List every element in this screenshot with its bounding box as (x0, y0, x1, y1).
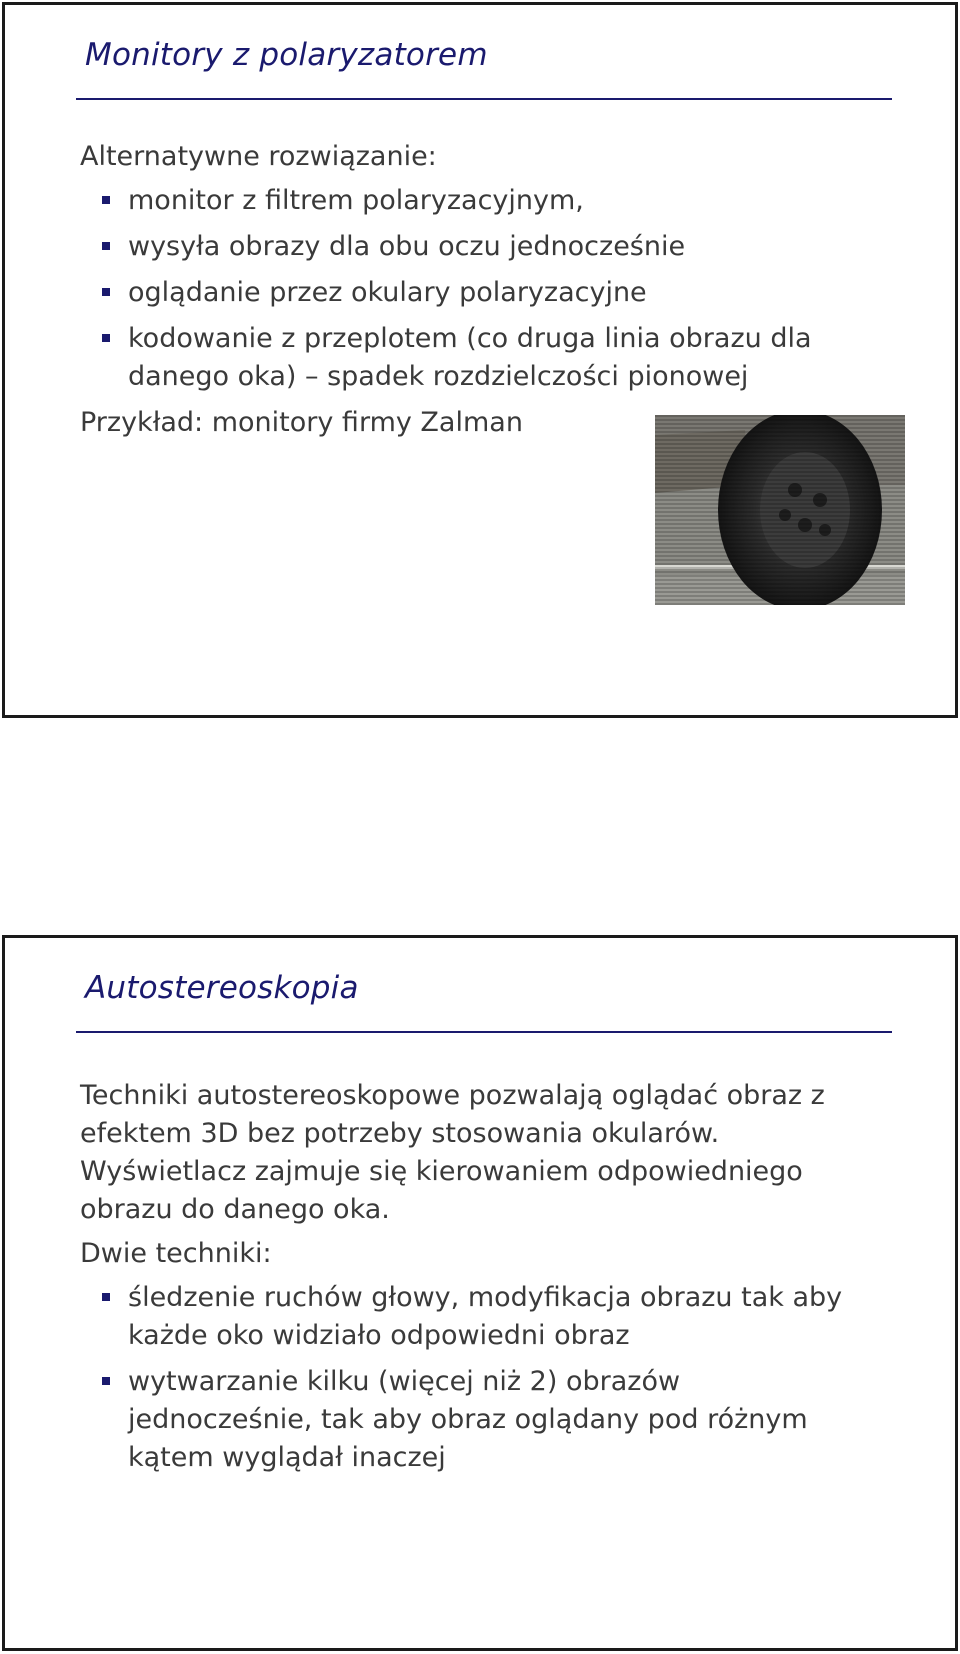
bullet-list (80, 182, 880, 396)
example-text: Przykład: monitory firmy Zalman (80, 407, 523, 438)
slide-content (80, 138, 880, 448)
list-item: monitor z filtrem polaryzacyjnym, (80, 182, 880, 220)
title-divider (76, 98, 892, 100)
square-bullet-icon (102, 242, 110, 250)
square-bullet-icon (102, 1293, 110, 1301)
list-item: oglądanie przez okulary polaryzacyjne (80, 274, 880, 312)
slide-content (80, 1077, 870, 1485)
list-item: wysyła obrazy dla obu oczu jednocześnie (80, 228, 880, 266)
square-bullet-icon (102, 196, 110, 204)
description-text: Techniki autostereoskopowe pozwalają oglądać obraz z efektem 3D bez potrzeby stosowania okularów. Wyświetlacz zajmuje się kierowaniem odpowiedniego obrazu do danego oka. (80, 1080, 825, 1225)
list-item: śledzenie ruchów głowy, modyfikacja obrazu tak aby każde oko widziało odpowiedni obraz (80, 1279, 870, 1355)
slide-title: Monitory z polaryzatorem (85, 37, 488, 73)
bullet-list (80, 1279, 870, 1477)
intro-text: Alternatywne rozwiązanie: (80, 141, 437, 172)
list-item: kodowanie z przeplotem (co druga linia obrazu dla danego oka) – spadek rozdzielczości pionowej (80, 320, 828, 396)
list-item: wytwarzanie kilku (więcej niż 2) obrazów jednocześnie, tak aby obraz oglądany pod różnym kątem wyglądał inaczej (80, 1363, 870, 1477)
slide-title: Autostereoskopia (85, 970, 359, 1006)
intro-text: Dwie techniki: (80, 1238, 272, 1269)
square-bullet-icon (102, 1377, 110, 1385)
square-bullet-icon (102, 288, 110, 296)
tire-image-icon (655, 415, 905, 605)
square-bullet-icon (102, 334, 110, 342)
interlaced-tire-photo (655, 415, 905, 605)
title-divider (76, 1031, 892, 1033)
